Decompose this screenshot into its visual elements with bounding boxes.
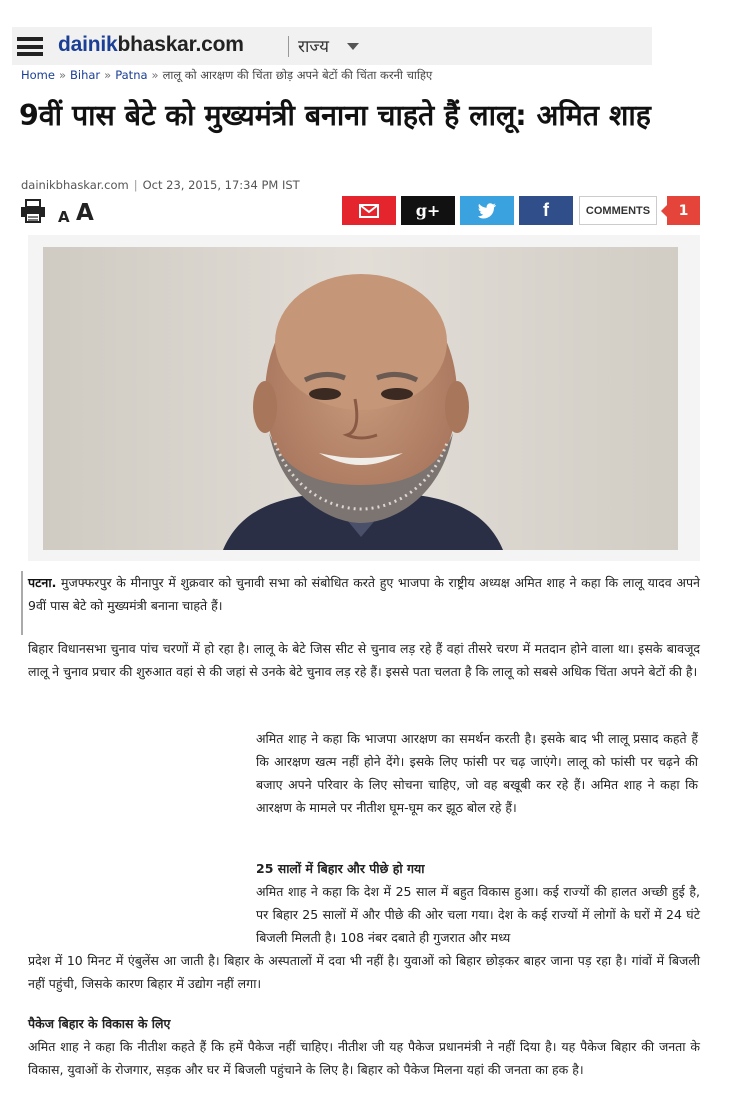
meta-separator: | xyxy=(133,178,138,192)
google-plus-share-button[interactable] xyxy=(401,196,455,225)
chevron-down-icon[interactable] xyxy=(347,43,359,50)
comments-button[interactable]: COMMENTS xyxy=(579,196,657,225)
breadcrumb-home[interactable]: Home xyxy=(21,68,55,82)
envelope-icon xyxy=(359,204,379,218)
hamburger-menu-icon[interactable] xyxy=(17,37,43,56)
article-subheading: पैकेज बिहार के विकास के लिए xyxy=(28,1016,171,1031)
article-photo xyxy=(43,247,678,550)
article-headline: 9वीं पास बेटे को मुख्यमंत्री बनाना चाहते हैं लालू: अमित शाह xyxy=(19,99,651,132)
state-dropdown[interactable]: राज्य xyxy=(298,37,329,57)
breadcrumb-bihar[interactable]: Bihar xyxy=(70,68,101,82)
article-paragraph: अमित शाह ने कहा कि भाजपा आरक्षण का समर्थन करती है। इसके बाद भी लालू प्रसाद कहते हैं कि आरक्षण खत्म नहीं होने देंगे। इसके लिए फांसी पर चढ़ जाएंगे। लालू को फांसी पर चढ़ने की बजाए अपने परिवार के लिए सोचना चाहिए, जो वह बखूबी कर रहे हैं। अमित शाह ने कहा कि आरक्षण के मामले पर नीतीश घूम-घूम कर झूठ बोल रहे हैं। xyxy=(256,731,698,815)
breadcrumb xyxy=(21,68,432,83)
facebook-icon: f xyxy=(543,200,549,220)
site-logo[interactable] xyxy=(58,33,244,57)
printer-icon[interactable] xyxy=(20,199,46,223)
article-dateline: पटना. xyxy=(28,575,57,590)
mail-share-button[interactable] xyxy=(342,196,396,225)
font-increase-button[interactable]: A xyxy=(76,200,94,226)
breadcrumb-separator: » xyxy=(58,68,67,82)
twitter-icon xyxy=(477,203,497,219)
article-meta xyxy=(21,178,300,192)
breadcrumb-separator: » xyxy=(104,68,112,82)
article-datetime: Oct 23, 2015, 17:34 PM IST xyxy=(142,178,300,192)
breadcrumb-separator: » xyxy=(151,68,159,82)
article-paragraph: प्रदेश में 10 मिनट में एंबुलेंस आ जाती है। बिहार के अस्पतालों में दवा भी नहीं है। युवाओं को बिहार छोड़कर बाहर जाना पड़ रहा है। गांवों में बिजली नहीं पहुंची, जिसके कारण बिहार में उद्योग नहीं लगा। xyxy=(28,953,700,991)
google-plus-icon: g+ xyxy=(415,201,441,220)
paragraph-text: मुजफ्फरपुर के मीनापुर में शुक्रवार को चुनावी सभा को संबोधित करते हुए भाजपा के राष्ट्रीय अध्यक्ष अमित शाह ने कहा कि लालू यादव अपने 9वीं पास बेटे को मुख्यमंत्री बनाना चाहते हैं। xyxy=(28,575,700,613)
article-subheading: 25 सालों में बिहार और पीछे हो गया xyxy=(256,861,425,876)
logo-text-bhaskar: bhaskar.com xyxy=(117,33,244,56)
twitter-share-button[interactable] xyxy=(460,196,514,225)
breadcrumb-patna[interactable]: Patna xyxy=(115,68,148,82)
article-paragraph xyxy=(28,571,700,617)
breadcrumb-current: लालू को आरक्षण की चिंता छोड़ अपने बेटों की चिंता करनी चाहिए xyxy=(162,68,433,82)
article-paragraph: अमित शाह ने कहा कि देश में 25 साल में बहुत विकास हुआ। कई राज्यों की हालत अच्छी हुई है, पर बिहार 25 सालों में और पीछे की ओर चला गया। देश के कई राज्यों में लोगों के घरों में 24 घंटे बिजली मिलती है। 108 नंबर दबाते ही गुजरात और मध्य xyxy=(256,884,700,945)
logo-text-dainik: dainik xyxy=(58,33,118,56)
article-paragraph: अमित शाह ने कहा कि नीतीश कहते हैं कि हमें पैकेज नहीं चाहिए। नीतीश जी यह पैकेज प्रधानमंत्री ने नहीं दिया है। यह पैकेज बिहार की जनता के विकास, युवाओं के रोजगार, सड़क और घर में बिजली पहुंचाने के लिए है। बिहार को पैकेज मिलना यहां की जनता का हक है। xyxy=(28,1039,700,1077)
nav-divider xyxy=(288,36,289,57)
font-decrease-button[interactable]: A xyxy=(58,208,70,226)
lead-paragraph-marker xyxy=(21,571,23,635)
top-nav-bar xyxy=(12,27,652,65)
facebook-share-button[interactable] xyxy=(519,196,573,225)
comments-count-badge[interactable]: 1 xyxy=(667,196,700,225)
article-source: dainikbhaskar.com xyxy=(21,178,129,192)
article-paragraph: बिहार विधानसभा चुनाव पांच चरणों में हो रहा है। लालू के बेटे जिस सीट से चुनाव लड़ रहे हैं वहां तीसरे चरण में मतदान होने वाला था। इसके बावजूद लालू ने चुनाव प्रचार की शुरुआत वहां से की जहां से उनके बेटे चुनाव लड़ रहे हैं। इससे पता चलता है कि लालू को सबसे अधिक चिंता अपने बेटों की है। xyxy=(28,641,700,679)
